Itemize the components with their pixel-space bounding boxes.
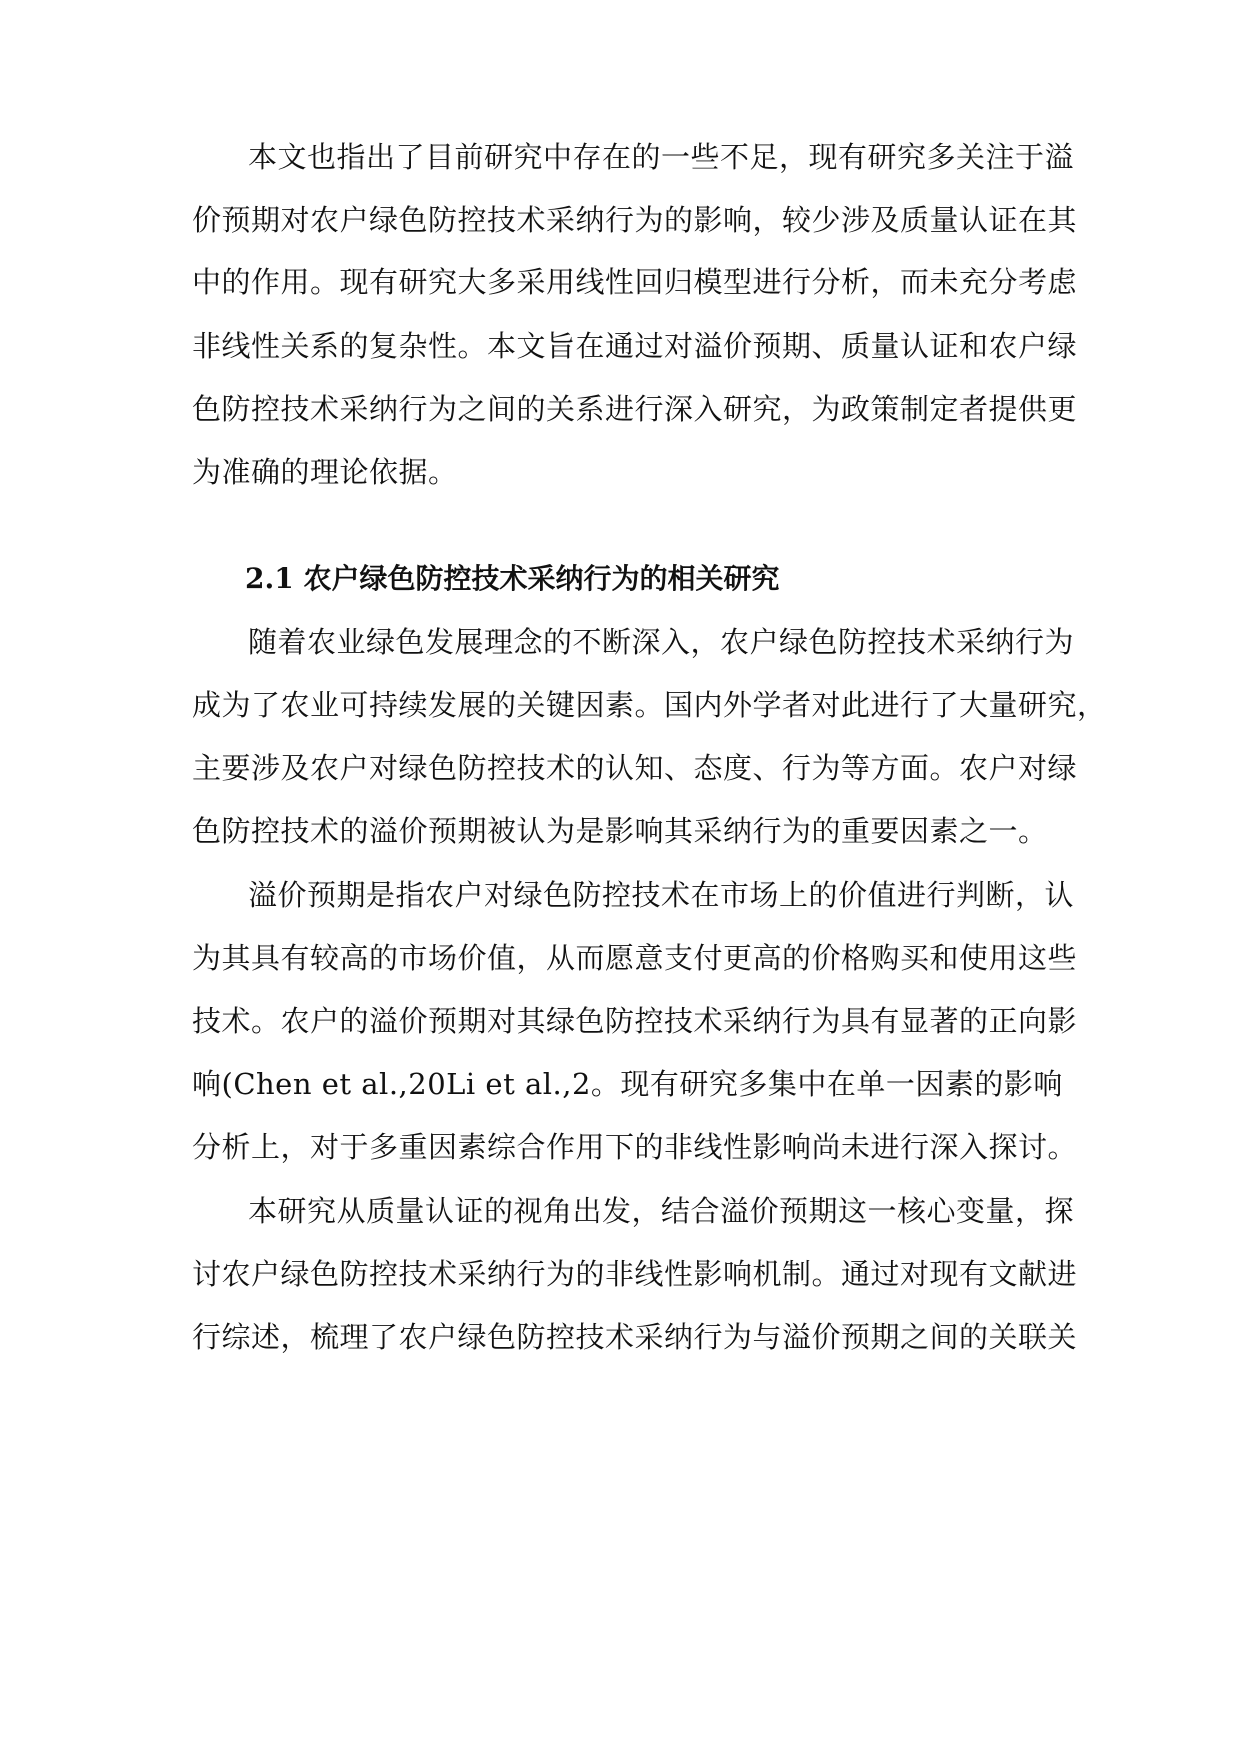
paragraph-1-line-3: 中的作用。现有研究大多采用线性回归模型进行分析，而未充分考虑 <box>192 265 1078 299</box>
section-paragraph-3-line-1: 本研究从质量认证的视角出发，结合溢价预期这一核心变量，探 <box>248 1194 1075 1228</box>
section-paragraph-2-line-5: 分析上，对于多重因素综合作用下的非线性影响尚未进行深入探讨。 <box>192 1130 1078 1164</box>
section-heading: 2.1 农户绿色防控技术采纳行为的相关研究 <box>245 562 780 595</box>
section-paragraph-2-line-4: 响(Chen et al.,20Li et al.,2。现有研究多集中在单一因素的影响 <box>192 1067 1063 1101</box>
section-paragraph-3-line-2: 讨农户绿色防控技术采纳行为的非线性影响机制。通过对现有文献进 <box>192 1257 1078 1291</box>
paragraph-1-line-4: 非线性关系的复杂性。本文旨在通过对溢价预期、质量认证和农户绿 <box>192 329 1078 363</box>
section-paragraph-1-line-2: 成为了农业可持续发展的关键因素。国内外学者对此进行了大量研究， <box>192 688 1107 722</box>
section-paragraph-1-line-4: 色防控技术的溢价预期被认为是影响其采纳行为的重要因素之一。 <box>192 814 1048 848</box>
section-paragraph-2-line-3: 技术。农户的溢价预期对其绿色防控技术采纳行为具有显著的正向影 <box>192 1004 1078 1038</box>
paragraph-1-line-2: 价预期对农户绿色防控技术采纳行为的影响，较少涉及质量认证在其 <box>192 203 1078 237</box>
section-paragraph-1-line-1: 随着农业绿色发展理念的不断深入，农户绿色防控技术采纳行为 <box>248 625 1075 659</box>
paragraph-1-line-5: 色防控技术采纳行为之间的关系进行深入研究，为政策制定者提供更 <box>192 392 1078 426</box>
section-paragraph-1-line-3: 主要涉及农户对绿色防控技术的认知、态度、行为等方面。农户对绿 <box>192 751 1078 785</box>
paragraph-1-line-1: 本文也指出了目前研究中存在的一些不足，现有研究多关注于溢 <box>248 140 1075 174</box>
paragraph-1-line-6: 为准确的理论依据。 <box>192 455 458 489</box>
section-paragraph-3-line-3: 行综述，梳理了农户绿色防控技术采纳行为与溢价预期之间的关联关 <box>192 1320 1078 1354</box>
section-paragraph-2-line-2: 为其具有较高的市场价值，从而愿意支付更高的价格购买和使用这些 <box>192 941 1078 975</box>
section-paragraph-2-line-1: 溢价预期是指农户对绿色防控技术在市场上的价值进行判断，认 <box>248 878 1075 912</box>
